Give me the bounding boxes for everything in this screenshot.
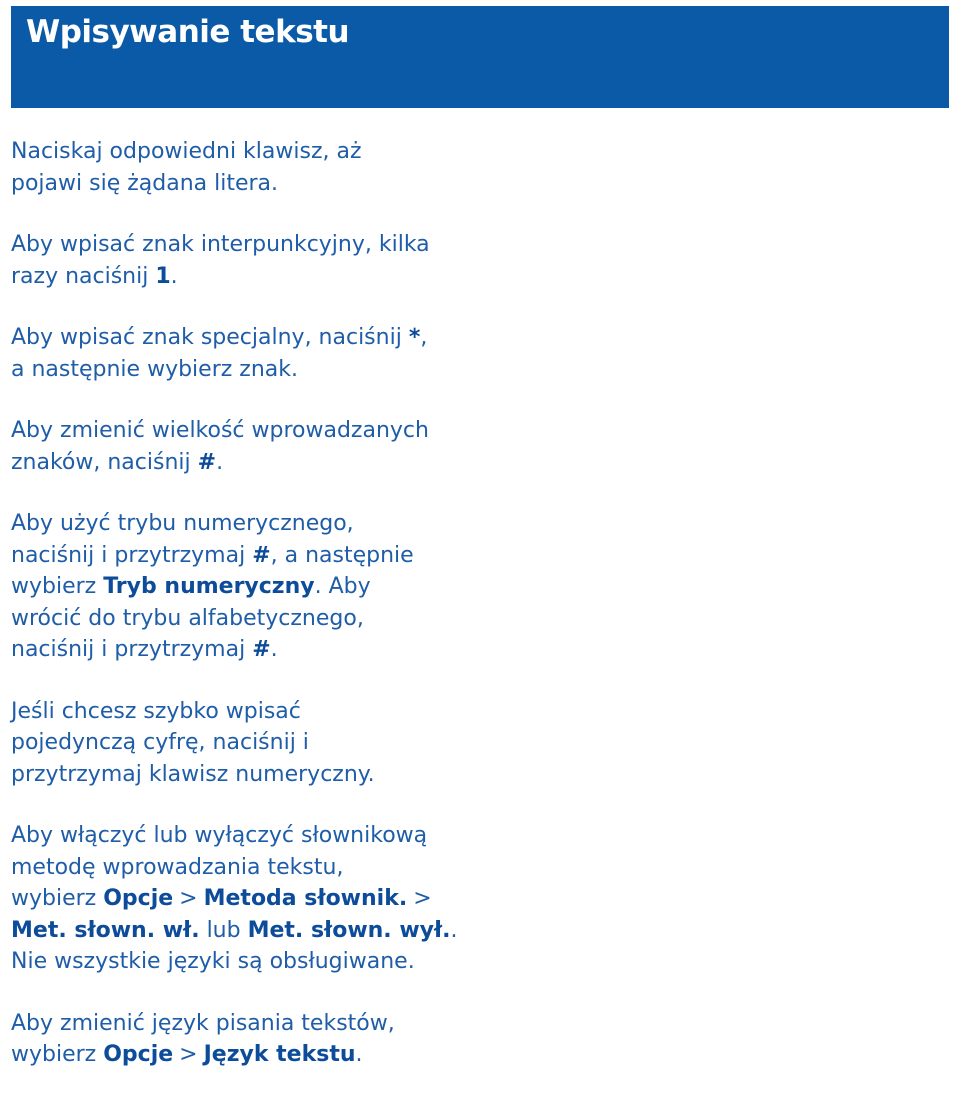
text-fragment: . <box>450 917 458 943</box>
text-line: a następnie wybierz znak. <box>11 356 298 382</box>
text-line: Aby włączyć lub wyłączyć słownikową <box>11 823 428 848</box>
paragraph-language <box>11 1008 491 1071</box>
text-line: metodę wprowadzania tekstu, <box>11 854 344 880</box>
text-fragment: . <box>170 263 178 289</box>
text-line <box>11 883 491 915</box>
options-menu-label: Opcje <box>103 886 174 911</box>
text-line: Aby użyć trybu numerycznego, <box>11 511 354 536</box>
key-star-label: * <box>408 325 421 350</box>
key-1-label: 1 <box>155 263 171 289</box>
paragraph-numeric-mode <box>11 508 491 666</box>
text-fragment: wybierz <box>11 574 104 599</box>
text-line <box>11 261 491 293</box>
text-fragment: wybierz <box>11 886 104 911</box>
text-fragment: wybierz <box>11 1042 104 1067</box>
text-line <box>11 447 491 479</box>
menu-path-separator: > <box>179 1042 198 1067</box>
text-line: Nie wszystkie języki są obsługiwane. <box>11 949 415 974</box>
paragraph-case <box>11 415 491 478</box>
text-line: Naciskaj odpowiedni klawisz, aż <box>11 139 362 164</box>
text-fragment: . <box>355 1042 363 1067</box>
menu-path-separator: > <box>413 886 432 911</box>
writing-language-option: Język tekstu <box>203 1042 356 1067</box>
text-line: przytrzymaj klawisz numeryczny. <box>11 761 375 787</box>
text-line <box>11 540 491 572</box>
paragraph-predictive <box>11 820 491 978</box>
options-menu-label: Opcje <box>103 1042 174 1067</box>
text-line: Aby zmienić język pisania tekstów, <box>11 1010 395 1036</box>
text-fragment: lub <box>199 917 248 943</box>
text-line <box>11 634 491 666</box>
header-banner <box>11 6 949 108</box>
text-line: pojedynczą cyfrę, naciśnij i <box>11 730 309 755</box>
text-fragment: , a następnie <box>270 542 414 568</box>
dictionary-off-option: Met. słown. wył. <box>247 917 451 943</box>
dictionary-method-option: Metoda słownik. <box>203 886 408 911</box>
key-hash-label: # <box>197 449 217 475</box>
key-hash-label: # <box>252 542 271 568</box>
key-hash-label: # <box>252 637 271 662</box>
menu-path-separator: > <box>179 886 198 911</box>
text-line <box>11 322 491 354</box>
paragraph-special-char <box>11 322 491 385</box>
paragraph-punctuation <box>11 229 491 292</box>
text-fragment: Aby wpisać znak specjalny, naciśnij <box>11 325 409 350</box>
text-fragment: . <box>270 637 278 662</box>
dictionary-on-option: Met. słown. wł. <box>11 917 200 943</box>
numeric-mode-option: Tryb numeryczny <box>103 574 315 599</box>
text-fragment: razy naciśnij <box>11 263 156 289</box>
text-fragment: naciśnij i przytrzymaj <box>11 542 253 568</box>
text-line <box>11 1039 491 1071</box>
text-line: wrócić do trybu alfabetycznego, <box>11 605 364 631</box>
text-line <box>11 915 491 947</box>
text-fragment: znaków, naciśnij <box>11 449 198 475</box>
text-line: Jeśli chcesz szybko wpisać <box>11 698 301 724</box>
text-fragment: . <box>216 449 224 475</box>
text-fragment: . Aby <box>314 574 371 599</box>
paragraph-single-digit <box>11 696 491 791</box>
text-fragment: , <box>420 325 428 350</box>
paragraph-typing-letters <box>11 136 491 199</box>
page-title: Wpisywanie tekstu <box>26 14 350 50</box>
text-line <box>11 571 491 603</box>
text-fragment: naciśnij i przytrzymaj <box>11 637 253 662</box>
instructions-body <box>11 136 491 1071</box>
text-line: Aby wpisać znak interpunkcyjny, kilka <box>11 232 430 257</box>
text-line: Aby zmienić wielkość wprowadzanych <box>11 418 429 443</box>
text-line: pojawi się żądana litera. <box>11 170 279 196</box>
